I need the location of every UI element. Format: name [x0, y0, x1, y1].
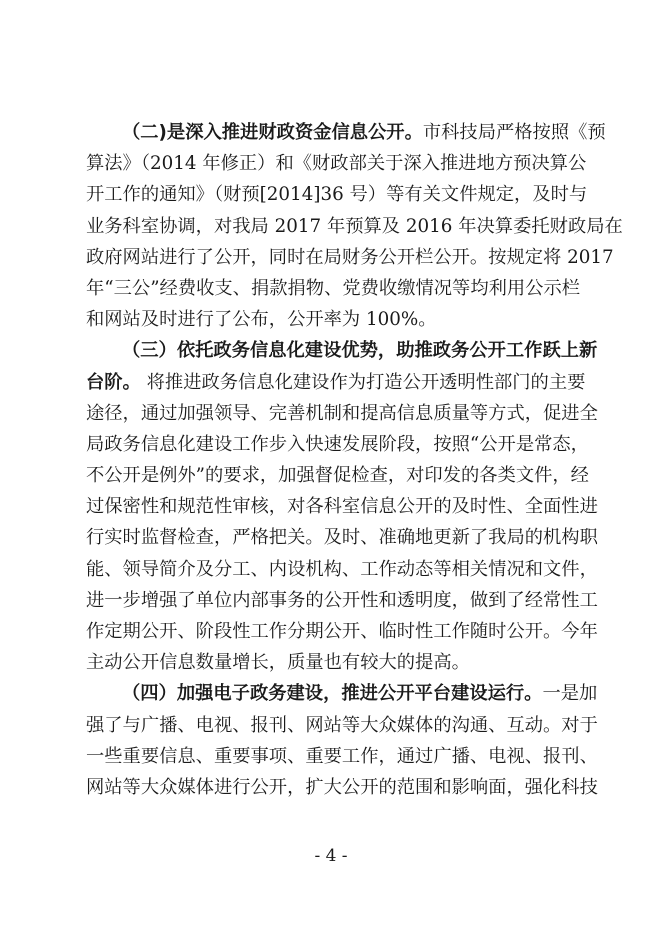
text-line: 过保密性和规范性审核，对各科室信息公开的及时性、全面性进	[86, 496, 598, 518]
section-heading: （二)是深入推进财政资金信息公开。	[122, 122, 423, 143]
paragraph-informatization	[86, 335, 598, 678]
text-line: 算法》（2014 年修正）和《财政部关于深入推进地方预决算公	[86, 153, 587, 175]
text-line: 主动公开信息数量增长，质量也有较大的提高。	[86, 652, 470, 674]
text-line	[86, 678, 598, 709]
line-text: 将推进政务信息化建设作为打造公开透明性部门的主要	[140, 371, 586, 393]
text-line: 网站等大众媒体进行公开，扩大公开的范围和影响面，强化科技	[86, 776, 598, 798]
text-line: 作定期公开、阶段性工作分期公开、临时性工作随时公开。今年	[86, 621, 598, 642]
text-line: 途径，通过加强领导、完善机制和提高信息质量等方式，促进全	[86, 402, 598, 424]
text-line: 业务科室协调，对我局 2017 年预算及 2016 年决算委托财政局在	[86, 215, 623, 237]
section-heading: 台阶。	[86, 371, 141, 393]
body-text	[86, 117, 623, 803]
paragraph-financial-disclosure	[86, 117, 623, 335]
text-line: 进一步增强了单位内部事务的公开性和透明度，做到了经常性工	[86, 589, 598, 611]
line-text: 市科技局严格按照《预	[422, 122, 606, 143]
text-line	[86, 367, 586, 398]
text-line	[86, 335, 598, 366]
text-line: 年“三公”经费收支、捐款捐物、党费收缴情况等均利用公示栏	[86, 277, 581, 299]
paragraph-e-government	[86, 678, 598, 803]
text-line: 一些重要信息、重要事项、重要工作，通过广播、电视、报刊、	[86, 745, 598, 767]
text-line: 强了与广播、电视、报刊、网站等大众媒体的沟通、互动。对于	[86, 714, 598, 736]
page-number: - 4 -	[314, 846, 348, 866]
text-line: 和网站及时进行了公布，公开率为 100%。	[86, 309, 437, 331]
text-line: 开工作的通知》（财预[2014]36 号）等有关文件规定，及时与	[86, 184, 588, 206]
text-line: 局政务信息化建设工作步入快速发展阶段，按照“公开是常态，	[86, 433, 589, 455]
text-line: 政府网站进行了公开，同时在局财务公开栏公开。按规定将 2017	[86, 246, 614, 268]
text-line: 不公开是例外”的要求，加强督促检查，对印发的各类文件，经	[86, 465, 589, 487]
section-heading: （四）加强电子政务建设，推进公开平台建设运行。	[122, 683, 543, 705]
section-heading: （三）依托政务信息化建设优势，助推政务公开工作跃上新	[122, 340, 598, 362]
text-line	[86, 117, 606, 148]
line-text: 一是加	[542, 683, 598, 705]
text-line: 能、领导简介及分工、内设机构、工作动态等相关情况和文件，	[86, 558, 598, 580]
text-line: 行实时监督检查，严格把关。及时、准确地更新了我局的机构职	[86, 527, 598, 549]
